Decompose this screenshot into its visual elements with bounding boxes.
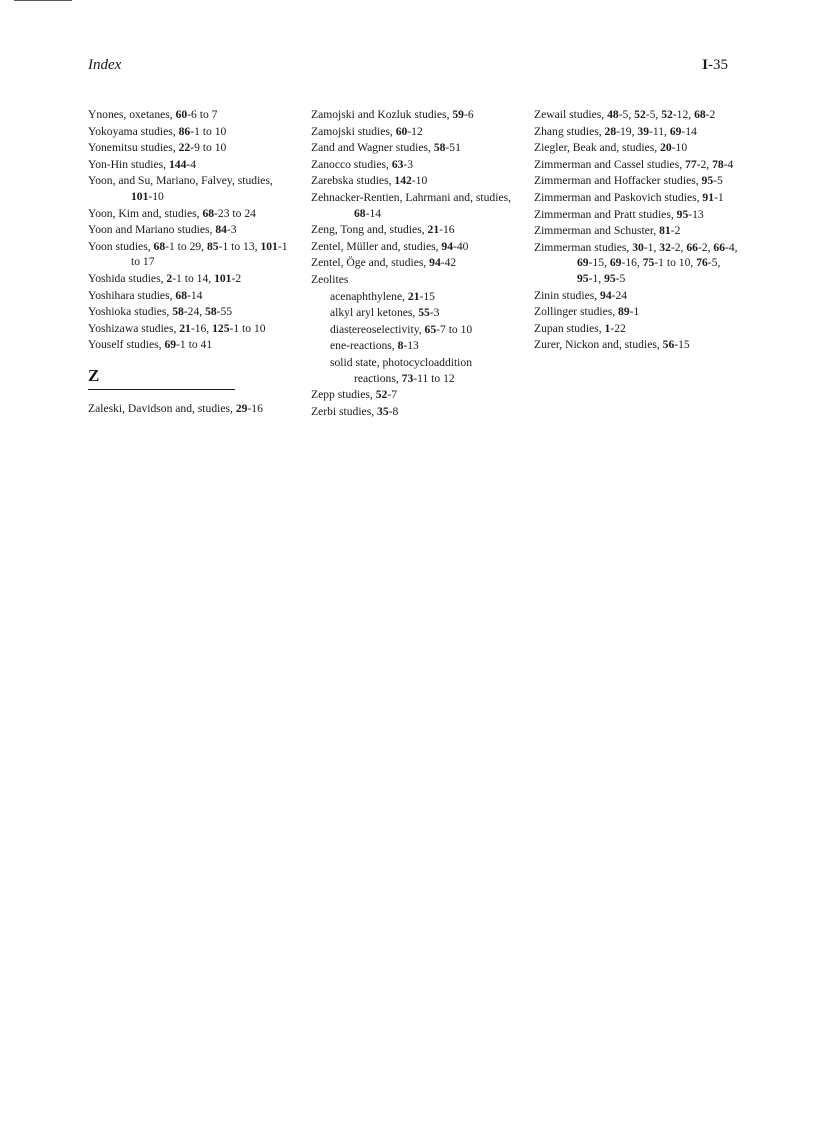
index-entry	[88, 321, 292, 337]
entry-text: -4	[186, 157, 197, 171]
index-entry	[534, 157, 738, 173]
entry-text: Zanocco studies,	[311, 157, 392, 171]
entry-text: -2	[670, 224, 681, 238]
chapter-number: 69	[577, 256, 589, 270]
chapter-number: 81	[659, 224, 671, 238]
entry-text: Zarebska studies,	[311, 174, 395, 188]
chapter-number: 21	[179, 321, 191, 335]
entry-text: -10	[411, 174, 428, 188]
entry-text: -14	[681, 124, 697, 138]
chapter-number: 56	[662, 338, 675, 352]
chapter-number: 68	[202, 206, 215, 220]
chapter-number: 32	[659, 240, 671, 254]
entry-text: -2	[705, 108, 716, 121]
entry-text: Zimmerman and Pratt studies,	[534, 207, 677, 221]
index-entry	[311, 107, 515, 123]
entry-text: -24	[611, 288, 628, 302]
running-head-title: Index	[88, 57, 122, 73]
entry-text: -11,	[648, 124, 670, 138]
chapter-number: 2	[166, 271, 173, 285]
entry-text: Ynones, oxetanes,	[88, 108, 176, 121]
entry-text: -7	[387, 388, 397, 402]
index-entry	[311, 124, 515, 140]
index-subentry	[311, 338, 515, 354]
entry-text: Zeolites	[311, 272, 349, 286]
index-entry	[534, 223, 738, 239]
entry-text: Yoon, and Su, Mariano, Falvey, studies,	[88, 174, 273, 188]
index-entry	[88, 206, 292, 222]
entry-text: -9 to 10	[190, 141, 227, 155]
entry-text: -5,	[618, 108, 635, 121]
entry-text: -7 to 10	[436, 322, 473, 336]
index-entry	[311, 239, 515, 255]
chapter-number: 94	[600, 288, 612, 302]
entry-text: Zentel, Müller and, studies,	[311, 239, 442, 253]
chapter-number: 55	[418, 306, 430, 320]
chapter-number: 39	[637, 124, 649, 138]
entry-text: -16,	[190, 321, 213, 335]
entry-text: Yonemitsu studies,	[88, 141, 179, 155]
entry-text: -11 to 12	[413, 371, 455, 385]
entry-text: Zimmerman and Cassel studies,	[534, 157, 686, 171]
entry-text: -1	[629, 305, 640, 319]
chapter-number: 22	[178, 141, 191, 155]
index-entry	[311, 255, 515, 271]
chapter-number: 95	[676, 207, 689, 221]
entry-text: -2,	[697, 240, 714, 254]
entry-text: Zeng, Tong and, studies,	[311, 223, 428, 237]
chapter-number: 66	[686, 240, 698, 254]
entry-text: Zimmerman and Hoffacker studies,	[534, 174, 702, 188]
page-number-volume: I	[702, 57, 708, 73]
index-entry	[311, 404, 515, 420]
index-entry	[88, 288, 292, 304]
entry-text: Zimmerman and Schuster,	[534, 224, 660, 238]
chapter-number: 95	[701, 174, 714, 188]
index-entry	[88, 304, 292, 320]
entry-text: -4	[723, 157, 734, 171]
chapter-number: 60	[395, 124, 408, 138]
entry-text: -23 to 24	[214, 206, 256, 220]
chapter-number: 94	[441, 239, 453, 253]
entry-text: -40	[453, 239, 469, 253]
index-entry	[311, 157, 515, 173]
entry-text: -1 to 14,	[172, 271, 215, 285]
entry-text: Yoon, Kim and, studies,	[88, 206, 203, 220]
chapter-number: 77	[685, 157, 697, 171]
chapter-number: 52	[375, 388, 388, 402]
entry-text: Yokoyama studies,	[88, 124, 179, 138]
entry-text: Yoshida studies,	[88, 271, 167, 285]
entry-text: Yoshihara studies,	[88, 288, 176, 302]
chapter-number: 20	[660, 141, 672, 155]
entry-text: -10	[148, 189, 164, 203]
chapter-number: 21	[407, 289, 420, 303]
index-entry	[534, 207, 738, 223]
entry-text: -2,	[696, 157, 713, 171]
entry-text: Yoon studies,	[88, 239, 154, 253]
entry-text: -3	[226, 223, 237, 237]
entry-text: -3	[403, 157, 414, 171]
chapter-number: 125	[212, 321, 230, 335]
entry-text: -24,	[183, 305, 206, 319]
entry-text: Zimmerman studies,	[534, 240, 633, 254]
index-entry	[311, 272, 515, 288]
chapter-number: 91	[702, 190, 714, 204]
index-entry	[88, 124, 292, 140]
section-heading: Z	[88, 365, 235, 390]
entry-text: -5	[713, 174, 723, 188]
chapter-number: 78	[712, 157, 724, 171]
page-number	[702, 57, 728, 74]
entry-text: -1,	[643, 240, 660, 254]
entry-text: -1 to 41	[176, 338, 213, 352]
entry-text: -4,	[725, 240, 738, 254]
chapter-number: 73	[401, 371, 414, 385]
index-entry	[88, 222, 292, 238]
chapter-number: 101	[131, 189, 149, 203]
entry-text: Zhang studies,	[534, 124, 605, 138]
chapter-number: 30	[632, 240, 644, 254]
entry-text: -15	[674, 338, 690, 352]
entry-text: -5,	[645, 108, 662, 121]
chapter-number: 144	[168, 157, 187, 171]
entry-text: -13	[403, 339, 419, 353]
chapter-number: 68	[175, 288, 187, 302]
chapter-number: 60	[175, 108, 188, 121]
chapter-number: 68	[354, 206, 366, 220]
entry-text: -10	[671, 141, 688, 155]
index-entry	[534, 124, 738, 140]
entry-text: ene-reactions,	[330, 339, 398, 353]
index-column-1	[88, 107, 292, 418]
index-entry	[534, 140, 738, 156]
entry-text: -1 to 17	[131, 239, 288, 269]
entry-text: -12	[407, 124, 423, 138]
entry-text: Yon-Hin studies,	[88, 157, 169, 171]
entry-text: -6 to 7	[187, 108, 218, 121]
entry-text: Zupan studies,	[534, 321, 605, 335]
chapter-number: 58	[433, 141, 446, 155]
chapter-number: 94	[429, 256, 441, 270]
index-entry	[534, 190, 738, 206]
entry-text: -15	[419, 289, 435, 303]
entry-text: Zamojski studies,	[311, 124, 396, 138]
entry-text: -16	[247, 401, 263, 415]
index-subentry	[311, 289, 515, 305]
entry-text: -1 to 10	[229, 321, 266, 335]
entry-text: Yoshizawa studies,	[88, 321, 180, 335]
chapter-number: 63	[391, 157, 404, 171]
chapter-number: 95	[604, 271, 616, 285]
entry-text: Ziegler, Beak and, studies,	[534, 141, 661, 155]
chapter-number: 35	[377, 404, 389, 418]
index-entry	[88, 239, 292, 270]
entry-text: Zinin studies,	[534, 288, 601, 302]
entry-text: -1,	[588, 271, 605, 285]
index-entry	[88, 140, 292, 156]
entry-text: -22	[610, 321, 626, 335]
entry-text: -1 to 10	[190, 124, 227, 138]
entry-text: -13	[688, 207, 704, 221]
index-subentry	[311, 355, 515, 386]
entry-text: Yoshioka studies,	[88, 305, 173, 319]
page-number-page: -35	[708, 57, 728, 73]
chapter-number: 69	[609, 256, 622, 270]
entry-text: Zerbi studies,	[311, 404, 378, 418]
entry-text: Zimmerman and Paskovich studies,	[534, 190, 703, 204]
entry-text: Zaleski, Davidson and, studies,	[88, 401, 236, 415]
chapter-number: 84	[215, 223, 227, 237]
entry-text: diastereoselectivity,	[330, 322, 425, 336]
entry-text: -14	[186, 288, 203, 302]
entry-text: -5	[615, 271, 626, 285]
chapter-number: 21	[427, 223, 440, 237]
chapter-number: 65	[424, 322, 437, 336]
index-entry	[88, 157, 292, 173]
chapter-number: 59	[452, 108, 464, 121]
index-entry	[534, 304, 738, 320]
entry-text: Zollinger studies,	[534, 305, 619, 319]
chapter-number: 69	[164, 338, 177, 352]
index-entry	[311, 222, 515, 238]
index-entry	[534, 240, 738, 287]
index-entry	[88, 401, 292, 417]
entry-text: Zamojski and Kozluk studies,	[311, 108, 453, 121]
entry-text: solid state, photocycloaddition reactions,	[330, 355, 473, 385]
chapter-number: 95	[577, 271, 589, 285]
entry-text: alkyl aryl ketones,	[330, 306, 419, 320]
entry-text: Yoon and Mariano studies,	[88, 223, 216, 237]
entry-text: -1	[714, 190, 724, 204]
entry-text: acenaphthylene,	[330, 289, 408, 303]
chapter-number: 8	[397, 339, 404, 353]
chapter-number: 52	[661, 108, 673, 121]
index-entry	[311, 190, 515, 221]
chapter-number: 76	[696, 256, 708, 270]
index-entry	[311, 387, 515, 403]
entry-text: -1 to 29,	[165, 239, 207, 253]
chapter-number: 58	[172, 305, 184, 319]
entry-text: -2	[231, 271, 242, 285]
entry-text: Zurer, Nickon and, studies,	[534, 338, 663, 352]
entry-text: -15,	[588, 256, 610, 270]
entry-text: -3	[429, 306, 440, 320]
chapter-number: 69	[669, 124, 682, 138]
index-subentry	[311, 305, 515, 321]
entry-text: Zepp studies,	[311, 388, 376, 402]
index-entry	[534, 321, 738, 337]
chapter-number: 28	[604, 124, 617, 138]
entry-text: -1 to 10,	[654, 256, 697, 270]
entry-text: -5,	[707, 256, 721, 270]
entry-text: -55	[216, 305, 233, 319]
index-entry	[311, 140, 515, 156]
index-column-2	[311, 107, 515, 420]
chapter-number: 68	[153, 239, 166, 253]
chapter-number: 89	[618, 305, 630, 319]
chapter-number: 75	[642, 256, 655, 270]
chapter-number: 48	[607, 108, 619, 121]
index-entry	[534, 173, 738, 189]
index-entry	[88, 173, 292, 204]
entry-text: -12,	[672, 108, 695, 121]
entry-text: -1 to 13,	[218, 239, 261, 253]
entry-text: Zehnacker-Rentien, Lahrmani and, studies,	[311, 190, 512, 204]
chapter-number: 85	[206, 239, 219, 253]
index-entry	[534, 288, 738, 304]
entry-text: -19,	[616, 124, 638, 138]
chapter-number: 52	[634, 108, 646, 121]
entry-text: Youself studies,	[88, 338, 165, 352]
running-head	[88, 57, 728, 77]
entry-text: -6	[463, 108, 474, 121]
chapter-number: 68	[694, 108, 706, 121]
entry-text: Zentel, Öge and, studies,	[311, 256, 430, 270]
entry-text: -51	[445, 141, 461, 155]
index-entry	[534, 337, 738, 353]
entry-text: -8	[388, 404, 399, 418]
chapter-number: 29	[235, 401, 248, 415]
entry-text: -42	[440, 256, 457, 270]
entry-text: -2,	[670, 240, 687, 254]
chapter-number: 101	[260, 239, 278, 253]
index-entry	[88, 337, 292, 353]
entry-text: -14	[365, 206, 382, 220]
index-entry	[88, 107, 292, 123]
entry-text: -16,	[621, 256, 643, 270]
entry-text: Zewail studies,	[534, 108, 608, 121]
chapter-number: 101	[214, 271, 232, 285]
index-entry	[311, 173, 515, 189]
index-subentry	[311, 322, 515, 338]
index-column-3	[534, 107, 738, 354]
crop-mark	[14, 0, 72, 1]
index-entry	[88, 271, 292, 287]
chapter-number: 66	[713, 240, 725, 254]
chapter-number: 1	[604, 321, 611, 335]
chapter-number: 86	[178, 124, 191, 138]
entry-text: -16	[439, 223, 455, 237]
entry-text: Zand and Wagner studies,	[311, 141, 434, 155]
index-entry	[534, 107, 738, 123]
chapter-number: 58	[205, 305, 217, 319]
chapter-number: 142	[394, 174, 412, 188]
